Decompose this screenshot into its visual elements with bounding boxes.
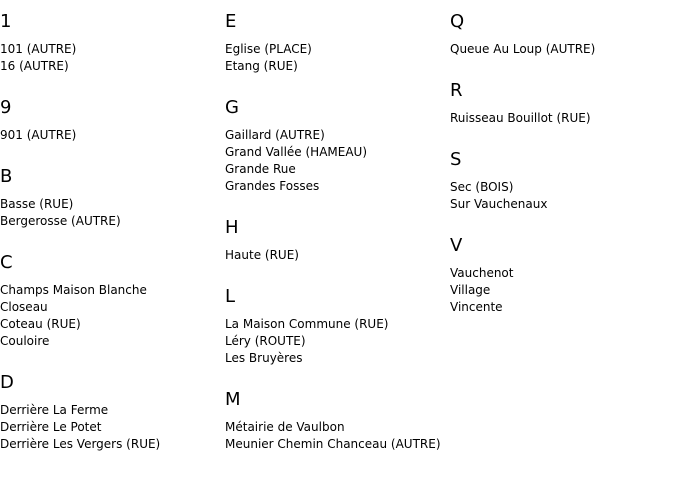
index-column-1 <box>0 0 224 453</box>
letter-heading: G <box>225 97 239 118</box>
street-link[interactable]: Meunier Chemin Chanceau (AUTRE) <box>225 437 441 451</box>
letter-group-v <box>450 235 674 316</box>
street-link[interactable]: Derrière Les Vergers (RUE) <box>0 437 161 451</box>
street-link[interactable]: Etang (RUE) <box>225 59 298 73</box>
street-link[interactable]: 16 (AUTRE) <box>0 59 69 73</box>
letter-heading: L <box>225 286 236 307</box>
letter-group-l <box>225 286 449 367</box>
street-link[interactable]: Sec (BOIS) <box>450 180 514 194</box>
letter-group-g <box>225 97 449 195</box>
letter-group-h <box>225 217 449 264</box>
street-link[interactable]: Métairie de Vaulbon <box>225 420 345 434</box>
street-link[interactable]: Village <box>450 283 491 297</box>
letter-group-b <box>0 166 224 230</box>
street-link[interactable]: Vincente <box>450 300 503 314</box>
letter-heading: 1 <box>0 11 12 32</box>
letter-group-s <box>450 149 674 213</box>
street-link[interactable]: Basse (RUE) <box>0 197 74 211</box>
letter-heading: H <box>225 217 239 238</box>
street-link[interactable]: Léry (ROUTE) <box>225 334 306 348</box>
letter-group-1 <box>0 11 224 75</box>
letter-group-9 <box>0 97 224 144</box>
street-list <box>0 196 224 230</box>
letter-heading: Q <box>450 11 465 32</box>
street-link[interactable]: Derrière Le Potet <box>0 420 102 434</box>
street-list <box>0 402 224 453</box>
letter-group-e <box>225 11 449 75</box>
street-link[interactable]: Sur Vauchenaux <box>450 197 548 211</box>
letter-heading: C <box>0 252 13 273</box>
street-link[interactable]: Vauchenot <box>450 266 514 280</box>
street-list <box>225 419 449 453</box>
street-link[interactable]: Grandes Fosses <box>225 179 320 193</box>
street-link[interactable]: Ruisseau Bouillot (RUE) <box>450 111 591 125</box>
street-link[interactable]: Couloire <box>0 334 50 348</box>
index-column-2 <box>225 0 449 453</box>
index-column-3 <box>450 0 674 316</box>
street-link[interactable]: Eglise (PLACE) <box>225 42 312 56</box>
street-link[interactable]: Derrière La Ferme <box>0 403 109 417</box>
letter-heading: S <box>450 149 462 170</box>
street-list <box>450 179 674 213</box>
letter-group-m <box>225 389 449 453</box>
street-list <box>0 41 224 75</box>
letter-heading: V <box>450 235 463 256</box>
street-list <box>225 316 449 367</box>
street-list <box>225 41 449 75</box>
street-list <box>225 127 449 195</box>
street-link[interactable]: Gaillard (AUTRE) <box>225 128 325 142</box>
street-link[interactable]: Bergerosse (AUTRE) <box>0 214 121 228</box>
letter-heading: M <box>225 389 241 410</box>
street-link[interactable]: Coteau (RUE) <box>0 317 81 331</box>
street-list <box>225 247 449 264</box>
letter-heading: B <box>0 166 13 187</box>
street-list <box>0 127 224 144</box>
street-link[interactable]: 101 (AUTRE) <box>0 42 77 56</box>
letter-group-c <box>0 252 224 350</box>
street-list <box>450 110 674 127</box>
street-link[interactable]: 901 (AUTRE) <box>0 128 77 142</box>
letter-group-q <box>450 11 674 58</box>
letter-heading: 9 <box>0 97 12 118</box>
letter-heading: D <box>0 372 14 393</box>
letter-group-d <box>0 372 224 453</box>
letter-group-r <box>450 80 674 127</box>
street-link[interactable]: Queue Au Loup (AUTRE) <box>450 42 596 56</box>
street-link[interactable]: Closeau <box>0 300 48 314</box>
street-list <box>450 41 674 58</box>
street-link[interactable]: Grande Rue <box>225 162 296 176</box>
street-link[interactable]: Grand Vallée (HAMEAU) <box>225 145 368 159</box>
street-link[interactable]: Haute (RUE) <box>225 248 299 262</box>
street-link[interactable]: Les Bruyères <box>225 351 303 365</box>
street-link[interactable]: Champs Maison Blanche <box>0 283 147 297</box>
letter-heading: E <box>225 11 237 32</box>
street-link[interactable]: La Maison Commune (RUE) <box>225 317 389 331</box>
street-list <box>450 265 674 316</box>
letter-heading: R <box>450 80 463 101</box>
street-list <box>0 282 224 350</box>
